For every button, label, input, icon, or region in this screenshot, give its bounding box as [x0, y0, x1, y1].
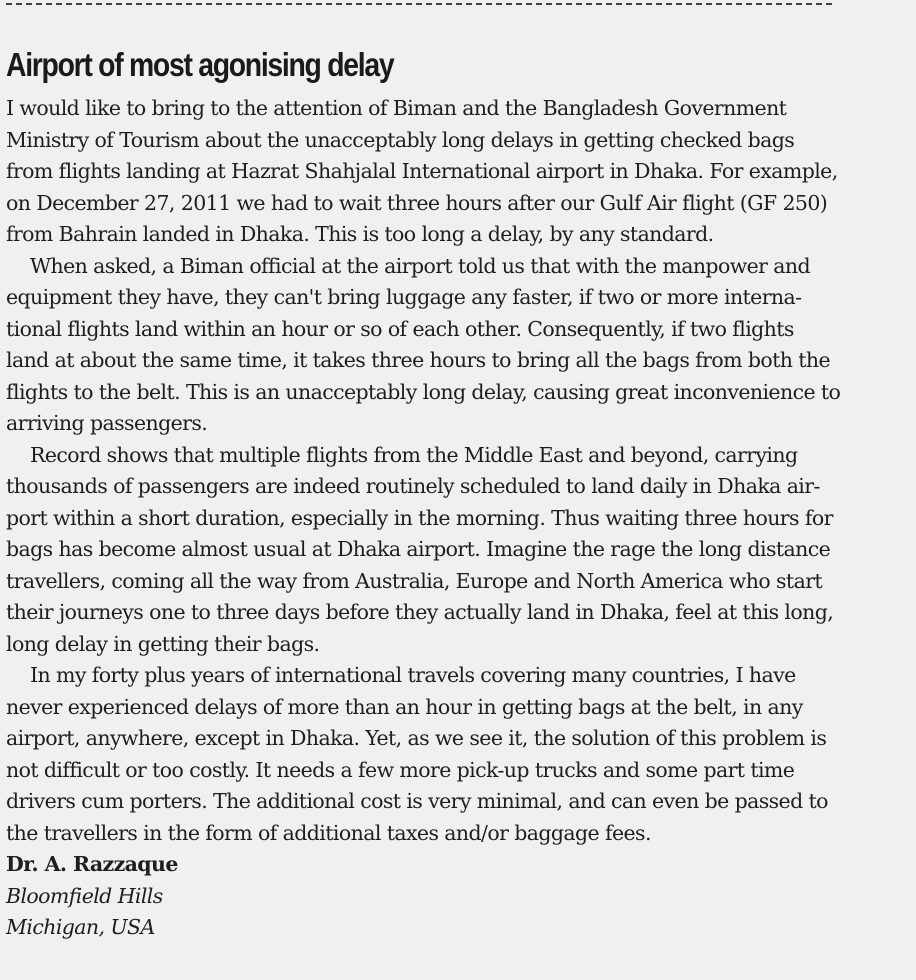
- paragraph-line: their journeys one to three days before they actually land in Dhaka, feel at this long,: [6, 600, 834, 624]
- paragraph-line: long delay in getting their bags.: [6, 631, 320, 656]
- paragraph-1: [6, 93, 911, 251]
- dashed-divider: [6, 3, 832, 5]
- author-region: Michigan, USA: [6, 915, 155, 939]
- author-city: Bloomfield Hills: [6, 883, 163, 908]
- paragraph-line: from flights landing at Hazrat Shahjalal International airport in Dhaka. For example,: [6, 159, 838, 183]
- article-headline: Airport of most agonising delay: [6, 46, 394, 83]
- paragraph-line: equipment they have, they can't bring luggage any faster, if two or more interna-: [6, 285, 802, 309]
- paragraph-line: tional flights land within an hour or so of each other. Consequently, if two flights: [6, 316, 794, 341]
- paragraph-line: travellers, coming all the way from Australia, Europe and North America who start: [6, 568, 823, 593]
- paragraph-line: port within a short duration, especially in the morning. Thus waiting three hours for: [6, 505, 833, 530]
- paragraph-line: on December 27, 2011 we had to wait three hours after our Gulf Air flight (GF 250): [6, 190, 828, 215]
- paragraph-line: drivers cum porters. The additional cost is very minimal, and can even be passed to: [6, 789, 828, 813]
- paragraph-line: the travellers in the form of additional taxes and/or baggage fees.: [6, 820, 651, 845]
- paragraph-line: In my forty plus years of international travels covering many countries, I have: [30, 663, 796, 687]
- paragraph-line: never experienced delays of more than an hour in getting bags at the belt, in any: [6, 694, 803, 719]
- author-name: Dr. A. Razzaque: [6, 852, 178, 876]
- paragraph-line: Record shows that multiple flights from the Middle East and beyond, carrying: [30, 442, 798, 467]
- paragraph-line: land at about the same time, it takes three hours to bring all the bags from both the: [6, 348, 831, 372]
- paragraph-2: [6, 251, 911, 440]
- paragraph-line: arriving passengers.: [6, 411, 208, 435]
- paragraph-line: flights to the belt. This is an unacceptably long delay, causing great inconvenience to: [6, 379, 841, 404]
- signature-block: [6, 849, 911, 944]
- paragraph-line: from Bahrain landed in Dhaka. This is too long a delay, by any standard.: [6, 222, 714, 246]
- paragraph-line: Ministry of Tourism about the unacceptably long delays in getting checked bags: [6, 127, 795, 152]
- paragraph-line: When asked, a Biman official at the airport told us that with the manpower and: [30, 253, 811, 278]
- article-body: [6, 93, 911, 944]
- paragraph-line: not difficult or too costly. It needs a few more pick-up trucks and some part time: [6, 757, 795, 782]
- paragraph-line: I would like to bring to the attention of Biman and the Bangladesh Government: [6, 96, 787, 120]
- paragraph-line: airport, anywhere, except in Dhaka. Yet, as we see it, the solution of this problem is: [6, 726, 827, 750]
- paragraph-4: [6, 660, 911, 849]
- paragraph-3: [6, 440, 911, 661]
- paragraph-line: thousands of passengers are indeed routinely scheduled to land daily in Dhaka air-: [6, 474, 820, 498]
- paragraph-line: bags has become almost usual at Dhaka airport. Imagine the rage the long distance: [6, 537, 831, 561]
